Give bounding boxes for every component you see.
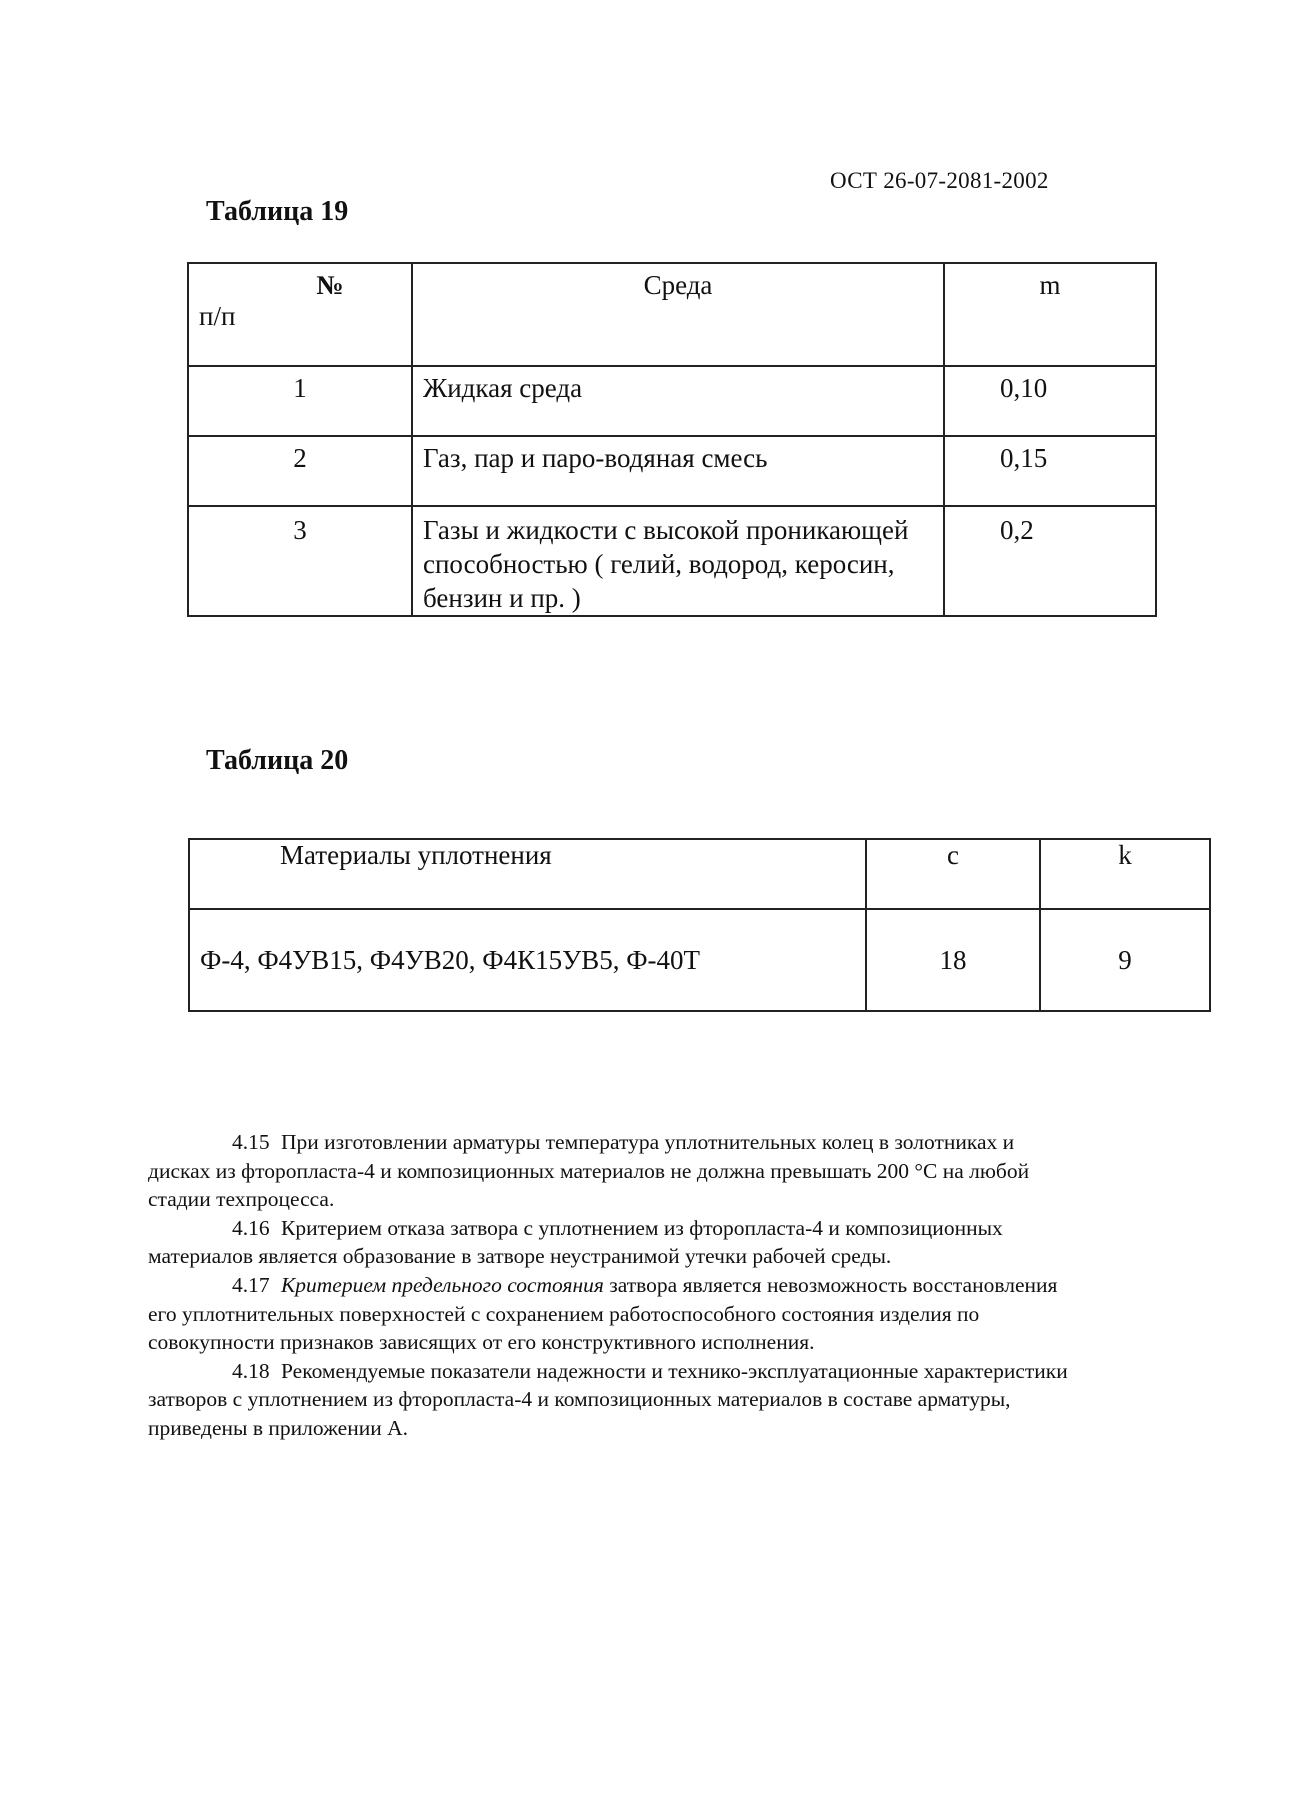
column-header-number	[188, 263, 412, 366]
body-text	[148, 1128, 1068, 1443]
header-number-sign: №	[316, 270, 344, 300]
cell-m: 0,10	[944, 366, 1156, 436]
paragraph-4-17	[148, 1271, 1068, 1357]
cell-number: 2	[188, 436, 412, 506]
cell-number: 3	[188, 506, 412, 616]
paragraph-number: 4.18	[232, 1358, 270, 1383]
table-20	[188, 838, 1211, 1012]
table-row	[189, 839, 1210, 909]
cell-medium: Газ, пар и паро-водяная смесь	[412, 436, 944, 506]
paragraph-italic-term: Критерием предельного состояния	[281, 1272, 604, 1297]
table-row	[188, 263, 1156, 366]
cell-medium: Газы и жидкости с высокой проникающей способностью ( гелий, водород, керосин, бензин и пр. )	[412, 506, 944, 616]
paragraph-text: При изготовлении арматуры температура уплотнительных колец в золотниках и дисках из фторопласта-4 и композиционных материалов не должна превышать 200 °С на любой стадии техпроцесса.	[148, 1130, 1030, 1212]
paragraph-text: Рекомендуемые показатели надежности и технико-эксплуатационные характеристики затворов с уплотнением из фторопласта-4 и композиционных материалов в составе арматуры, приведены в приложении А.	[148, 1358, 1068, 1440]
column-header-c	[866, 839, 1040, 909]
document-code: ОСТ 26-07-2081-2002	[830, 168, 1049, 193]
cell-m: 0,2	[944, 506, 1156, 616]
column-header-medium: Среда	[412, 263, 944, 366]
paragraph-number: 4.15	[232, 1130, 270, 1154]
cell-m: 0,15	[944, 436, 1156, 506]
column-header-k	[1040, 839, 1210, 909]
header-c-label: c	[947, 840, 959, 870]
paragraph-number: 4.17	[232, 1272, 270, 1297]
cell-k: 9	[1040, 909, 1210, 1011]
table-19-title: Таблица 19	[206, 196, 349, 227]
cell-number: 1	[188, 366, 412, 436]
header-number-abbr: п/п	[199, 301, 236, 331]
paragraph-text: Критерием отказа затвора с уплотнением из фторопласта-4 и композиционных материалов является образование в затворе неустранимой утечки рабочей среды.	[148, 1215, 1003, 1269]
cell-c: 18	[866, 909, 1040, 1011]
table-row	[188, 366, 1156, 436]
paragraph-4-15	[148, 1128, 1068, 1214]
header-materials-label: Материалы уплотнения	[280, 840, 552, 870]
table-row	[188, 506, 1156, 616]
paragraph-4-18	[148, 1357, 1068, 1443]
cell-medium: Жидкая среда	[412, 366, 944, 436]
table-20-title: Таблица 20	[206, 745, 349, 776]
column-header-m: m	[944, 263, 1156, 366]
table-19	[187, 262, 1157, 617]
header-k-label: k	[1118, 840, 1132, 870]
paragraph-text: затвора является невозможность восстановления его уплотнительных поверхностей с сохранением работоспособного состояния изделия по совокупности признаков зависящих от его конструктивного исполнения.	[148, 1272, 1058, 1355]
paragraph-4-16	[148, 1214, 1068, 1271]
cell-materials: Ф-4, Ф4УВ15, Ф4УВ20, Ф4К15УВ5, Ф-40Т	[189, 909, 866, 1011]
paragraph-number: 4.16	[232, 1215, 270, 1240]
column-header-materials	[189, 839, 866, 909]
table-row	[188, 436, 1156, 506]
table-row	[189, 909, 1210, 1011]
